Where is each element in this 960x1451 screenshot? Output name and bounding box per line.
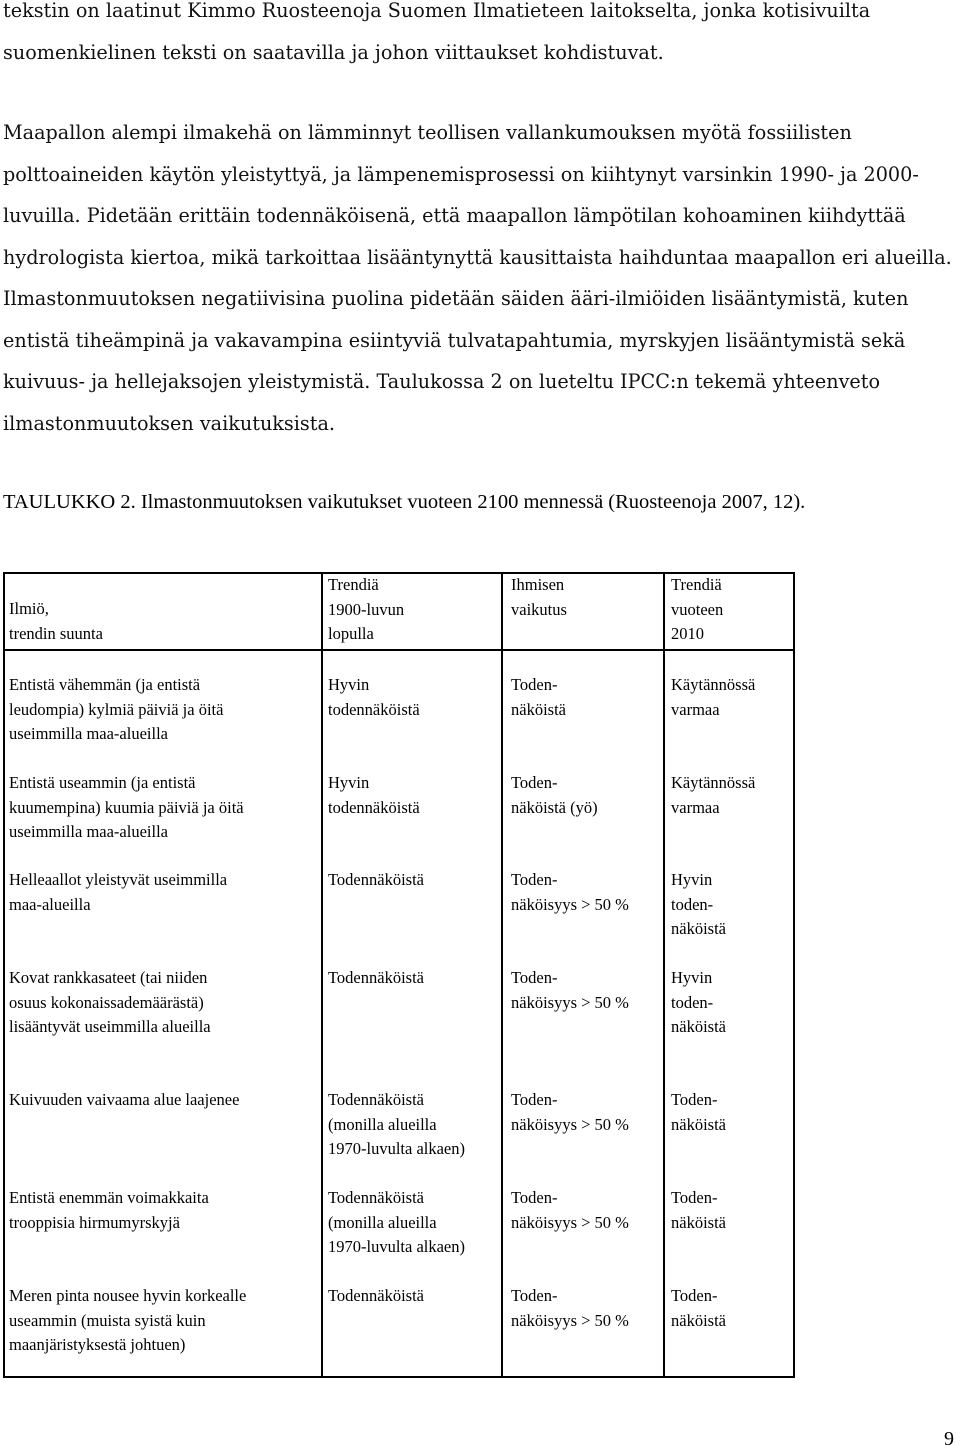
row-3-trend: Todennäköistä <box>328 870 424 889</box>
row-7-trend: Todennäköistä <box>328 1286 424 1305</box>
row-6-trend-2010: Toden- näköistä <box>671 1188 726 1232</box>
column-divider <box>663 574 665 1376</box>
row-4-phenomenon: Kovat rankkasateet (tai niiden osuus kokonaissademäärästä) lisääntyvät useimmilla alueilla <box>9 968 211 1036</box>
header-trend-late-1900s: Trendiä 1900-luvun lopulla <box>328 575 405 643</box>
header-divider <box>5 649 793 651</box>
row-4-trend-2010: Hyvin toden- näköistä <box>671 968 726 1036</box>
row-3-phenomenon: Helleaallot yleistyvät useimmilla maa-alueilla <box>9 870 228 914</box>
page-number: 9 <box>944 1428 954 1450</box>
row-2-trend: Hyvin todennäköistä <box>328 773 420 817</box>
row-3-trend-2010: Hyvin toden- näköistä <box>671 870 726 938</box>
column-divider <box>321 574 323 1376</box>
row-5-trend-2010: Toden- näköistä <box>671 1090 726 1134</box>
table-caption: TAULUKKO 2. Ilmastonmuutoksen vaikutukset vuoteen 2100 mennessä (Ruosteenoja 2007, 12). <box>3 491 806 513</box>
row-4-trend: Todennäköistä <box>328 968 424 987</box>
column-divider <box>501 574 503 1376</box>
row-6-trend: Todennäköistä (monilla alueilla 1970-luvulta alkaen) <box>328 1188 465 1256</box>
row-7-phenomenon: Meren pinta nousee hyvin korkealle useammin (muista syistä kuin maanjäristyksestä johtuen) <box>9 1286 247 1354</box>
row-2-human-influence: Toden- näköistä (yö) <box>511 773 598 817</box>
row-3-human-influence: Toden- näköisyys > 50 % <box>511 870 629 914</box>
row-6-human-influence: Toden- näköisyys > 50 % <box>511 1188 629 1232</box>
row-1-phenomenon: Entistä vähemmän (ja entistä leudompia) kylmiä päiviä ja öitä useimmilla maa-alueilla <box>9 675 224 743</box>
row-5-human-influence: Toden- näköisyys > 50 % <box>511 1090 629 1134</box>
row-6-phenomenon: Entistä enemmän voimakkaita trooppisia hirmumyrskyjä <box>9 1188 209 1232</box>
row-5-phenomenon: Kuivuuden vaivaama alue laajenee <box>9 1090 240 1109</box>
row-1-trend-2010: Käytännössä varmaa <box>671 675 756 719</box>
row-2-trend-2010: Käytännössä varmaa <box>671 773 756 817</box>
row-4-human-influence: Toden- näköisyys > 50 % <box>511 968 629 1012</box>
row-5-trend: Todennäköistä (monilla alueilla 1970-luvulta alkaen) <box>328 1090 465 1158</box>
row-7-trend-2010: Toden- näköistä <box>671 1286 726 1330</box>
row-7-human-influence: Toden- näköisyys > 50 % <box>511 1286 629 1330</box>
body-paragraph: Maapallon alempi ilmakehä on lämminnyt teollisen vallankumouksen myötä fossiilisten polttoaineiden käytön yleistyttyä, ja lämpenemisprosessi on kiihtynyt varsinkin 1990- ja 2000-luvuilla. Pidetään erittäin todennäköisenä, että maapallon lämpötilan kohoaminen kiihdyttää hydrologista kiertoa, mikä tarkoittaa lisääntynyttä kausittaista haihduntaa maapallon eri alueilla. Ilmastonmuutoksen negatiivisina puolina pidetään säiden ääri-ilmiöiden lisääntymistä, kuten entistä tiheämpinä ja vakavampina esiintyviä tulvatapahtumia, myrskyjen lisääntymistä sekä kuivuus- ja hellejaksojen yleistymistä. Taulukossa 2 on lueteltu IPCC:n tekemä yhteenveto ilmastonmuutoksen vaikutuksista. <box>3 121 952 435</box>
row-2-phenomenon: Entistä useammin (ja entistä kuumempina) kuumia päiviä ja öitä useimmilla maa-alueilla <box>9 773 244 841</box>
header-phenomenon: Ilmiö, trendin suunta <box>9 599 103 643</box>
row-1-human-influence: Toden- näköistä <box>511 675 566 719</box>
header-trend-2010: Trendiä vuoteen 2010 <box>671 575 724 643</box>
header-human-influence: Ihmisen vaikutus <box>511 575 567 619</box>
impact-table <box>3 572 795 1378</box>
row-1-trend: Hyvin todennäköistä <box>328 675 420 719</box>
intro-paragraph: tekstin on laatinut Kimmo Ruosteenoja Suomen Ilmatieteen laitokselta, jonka kotisivuilta suomenkielinen teksti on saatavilla ja johon viittaukset kohdistuvat. <box>3 0 871 64</box>
